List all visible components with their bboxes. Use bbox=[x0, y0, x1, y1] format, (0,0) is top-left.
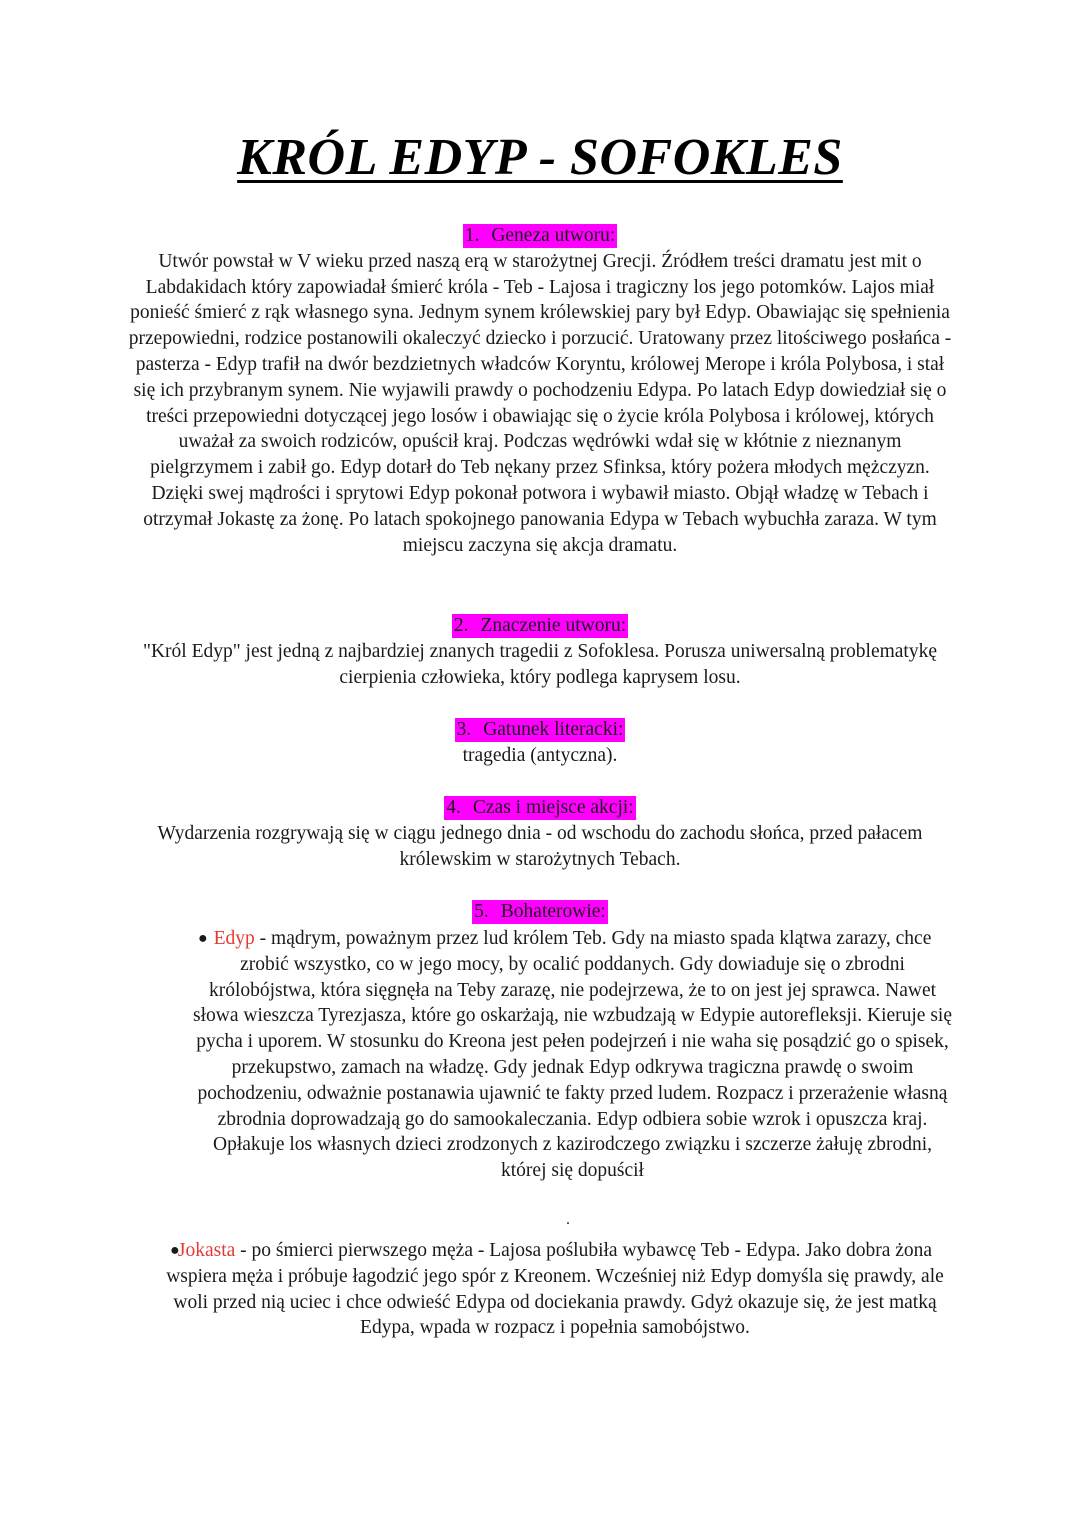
section-characters bbox=[0, 899, 1080, 925]
section-heading-label: Czas i miejsce akcji: bbox=[472, 797, 634, 818]
section-heading bbox=[463, 224, 618, 248]
bullet-icon: ● bbox=[198, 930, 208, 947]
section-heading-label: Bohaterowie: bbox=[500, 901, 606, 922]
section-genre bbox=[0, 717, 1080, 769]
character-description: - mądrym, poważnym przez lud królem Teb. Gdy na miasto spada klątwa zarazy, chce zrobić wszystko, co w jego mocy, by ocalić poddanych. Gdy dowiaduje się o zbrodni królobójstwa, która sięgnęła na Teby zarazę, nie podejrzewa, że to on jest jej sprawca. Nawet słowa wieszcza Tyrezjasza, które go oskarżają, nie wzbudzają w Edypie autorefleksji. Kieruje się pycha i uporem. W stosunku do Kreona jest pełen podejrzeń i nie waha się posądzić go o spisek, przekupstwo, zamach na władzę. Gdy jednak Edyp odkrywa tragiczna prawdę o swoim pochodzeniu, odważnie postanawia ujawnić te fakty przed ludem. Rozpacz i przerażenie własną zbrodnia doprowadzają go do samookaleczania. Edyp odbiera sobie wzrok i opuszcza kraj. Opłakuje los własnych dzieci zrodzonych z kazirodczego związku i szczerze żałuję zbrodni, której się dopuścił bbox=[193, 928, 952, 1182]
character-name: Jokasta bbox=[177, 1240, 236, 1261]
character-name: Edyp bbox=[213, 928, 255, 949]
section-number: 2. bbox=[453, 615, 469, 636]
section-number: 4. bbox=[446, 797, 461, 818]
section-number: 3. bbox=[456, 719, 472, 740]
section-time-place bbox=[0, 795, 1080, 872]
section-genesis bbox=[0, 223, 1080, 558]
section-heading bbox=[455, 718, 626, 742]
bullet-icon: ● bbox=[170, 1242, 180, 1259]
character-description: - po śmierci pierwszego męża - Lajosa poślubiła wybawcę Teb - Edypa. Jako dobra żona wspiera męża i próbuje łagodzić jego spór z Kreonem. Wcześniej niż Edyp domyśla się prawdy, ale woli przed nią uciec i chce odwieść Edypa od dociekania prawdy. Gdyż okazuje się, że jest matką Edypa, wpada w rozpacz i popełnia samobójstwo. bbox=[166, 1240, 944, 1339]
stray-dot: . bbox=[566, 1211, 570, 1228]
section-heading bbox=[472, 900, 608, 924]
section-meaning bbox=[0, 613, 1080, 690]
section-text: Utwór powstał w V wieku przed naszą erą w starożytnej Grecji. Źródłem treści dramatu jest mit o Labdakidach który zapowiadał śmierć króla - Teb - Lajosa i tragiczny los jego potomków. Lajos miał ponieść śmierć z rąk własnego syna. Jednym synem królewskiej pary był Edyp. Obawiając się spełnienia przepowiedni, rodzice postanowili okaleczyć dziecko i porzucić. Uratowany przez litościwego posłańca - pasterza - Edyp trafił na dwór bezdzietnych władców Koryntu, królowej Merope i króla Polybosa, i stał się ich przybranym synem. Nie wyjawili prawdy o pochodzeniu Edypa. Po latach Edyp dowiedział się o treści przepowiedni dotyczącej jego losów i obawiając się o życie króla Polybosa i królowej, których uważał za swoich rodziców, opuścił kraj. Podczas wędrówki wdał się w kłótnie z nieznanym pielgrzymem i zabił go. Edyp dotarł do Teb nękany przez Sfinksa, który pożera młodych mężczyzn. Dzięki swej mądrości i sprytowi Edyp pokonał potwora i wybawił miasto. Objął władzę w Tebach i otrzymał Jokastę za żonę. Po latach spokojnego panowania Edypa w Tebach wybuchła zaraza. W tym miejscu zaczyna się akcja dramatu. bbox=[128, 250, 952, 556]
section-heading-label: Znaczenie utworu: bbox=[480, 615, 627, 636]
section-number: 1. bbox=[464, 225, 480, 246]
page-title: KRÓL EDYP - SOFOKLES bbox=[237, 129, 843, 186]
character-entry-edyp bbox=[190, 926, 955, 1184]
section-number: 5. bbox=[474, 901, 489, 922]
section-heading bbox=[452, 614, 628, 638]
section-heading bbox=[444, 796, 635, 820]
character-entry-jokasta bbox=[160, 1238, 950, 1341]
section-heading-label: Gatunek literacki: bbox=[483, 719, 624, 740]
section-text: "Król Edyp" jest jedną z najbardziej znanych tragedii z Sofoklesa. Porusza uniwersalną problematykę cierpienia człowieka, który podlega kaprysem losu. bbox=[142, 640, 938, 688]
section-heading-label: Geneza utworu: bbox=[491, 225, 616, 246]
section-text: tragedia (antyczna). bbox=[462, 744, 618, 766]
section-text: Wydarzenia rozgrywają się w ciągu jednego dnia - od wschodu do zachodu słońca, przed pałacem królewskim w starożytnych Tebach. bbox=[157, 822, 923, 870]
